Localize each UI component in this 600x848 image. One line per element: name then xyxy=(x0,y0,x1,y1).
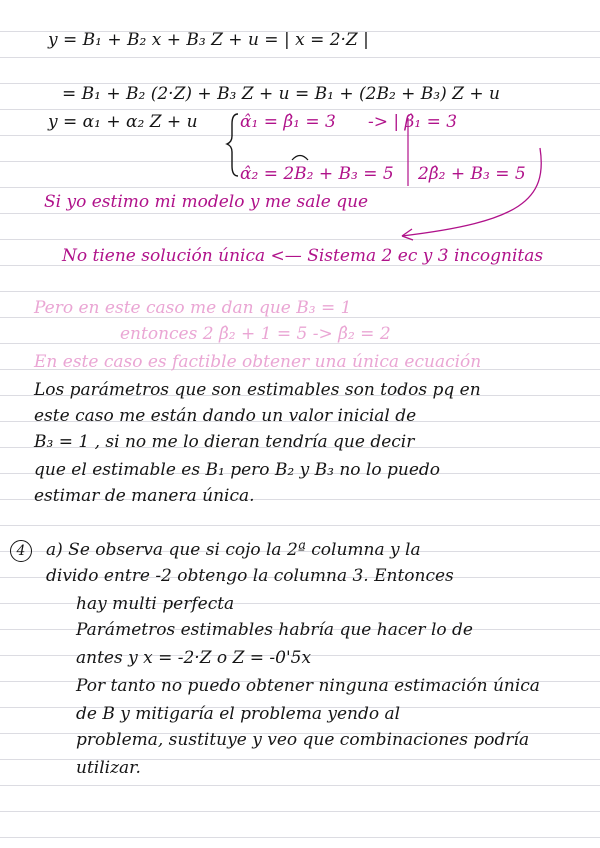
note-b3-given: Pero en este caso me dan que B₃ = 1 xyxy=(34,298,352,318)
answer-a-line-3: hay multi perfecta xyxy=(76,594,235,614)
note-estimate-model: Si yo estimo mi modelo y me sale que xyxy=(44,192,369,212)
answer-a-line-7: de B y mitigaría el problema yendo al xyxy=(76,704,401,724)
paragraph-line-1: Los parámetros que son estimables son todos pq en xyxy=(34,380,481,400)
curved-arrow xyxy=(402,148,541,236)
note-feasible: En este caso es factible obtener una única ecuación xyxy=(34,352,482,372)
answer-a-line-9: utilizar. xyxy=(76,758,141,778)
note-b2-solution: entonces 2 β̂₂ + 1 = 5 -> β̂₂ = 2 xyxy=(120,324,391,344)
hat-mark xyxy=(292,156,308,161)
paragraph-line-5: estimar de manera única. xyxy=(34,486,255,506)
beta1-result: -> | β̂₁ = 3 xyxy=(368,112,458,132)
alpha2-estimate: α̂₂ = 2B₂ + B₃ = 5 xyxy=(240,164,394,184)
note-no-unique-solution: No tiene solución única <— Sistema 2 ec y 3 incognitas xyxy=(62,246,544,266)
paragraph-line-4: que el estimable es B₁ pero B₂ y B₃ no lo puedo xyxy=(34,460,440,480)
alpha1-estimate: α̂₁ = β̂₁ = 3 xyxy=(240,112,336,132)
answer-a-line-5: antes y x = -2·Z o Z = -0'5x xyxy=(76,648,312,668)
answer-a-line-6: Por tanto no puedo obtener ninguna estimación única xyxy=(76,676,540,696)
answer-a-line-8: problema, sustituye y veo que combinaciones podría xyxy=(76,730,530,750)
answer-a-line-2: divido entre -2 obtengo la columna 3. Entonces xyxy=(46,566,454,586)
question-number-circle: 4 xyxy=(10,540,32,562)
equation-line-2: = B₁ + B₂ (2·Z) + B₃ Z + u = B₁ + (2B₂ + B₃) Z + u xyxy=(62,84,500,104)
beta2-equation: 2β̂₂ + B₃ = 5 xyxy=(418,164,526,184)
equation-line-1: y = B₁ + B₂ x + B₃ Z + u = | x = 2·Z | xyxy=(48,30,369,50)
answer-a-line-1: a) Se observa que si cojo la 2ª columna y la xyxy=(46,540,421,560)
paragraph-line-3: B₃ = 1 , si no me lo dieran tendría que decir xyxy=(34,432,415,452)
paragraph-line-2: este caso me están dando un valor inicial de xyxy=(34,406,417,426)
answer-a-line-4: Parámetros estimables habría que hacer lo de xyxy=(76,620,473,640)
system-brace xyxy=(227,114,238,176)
equation-line-3: y = α₁ + α₂ Z + u xyxy=(48,112,198,132)
